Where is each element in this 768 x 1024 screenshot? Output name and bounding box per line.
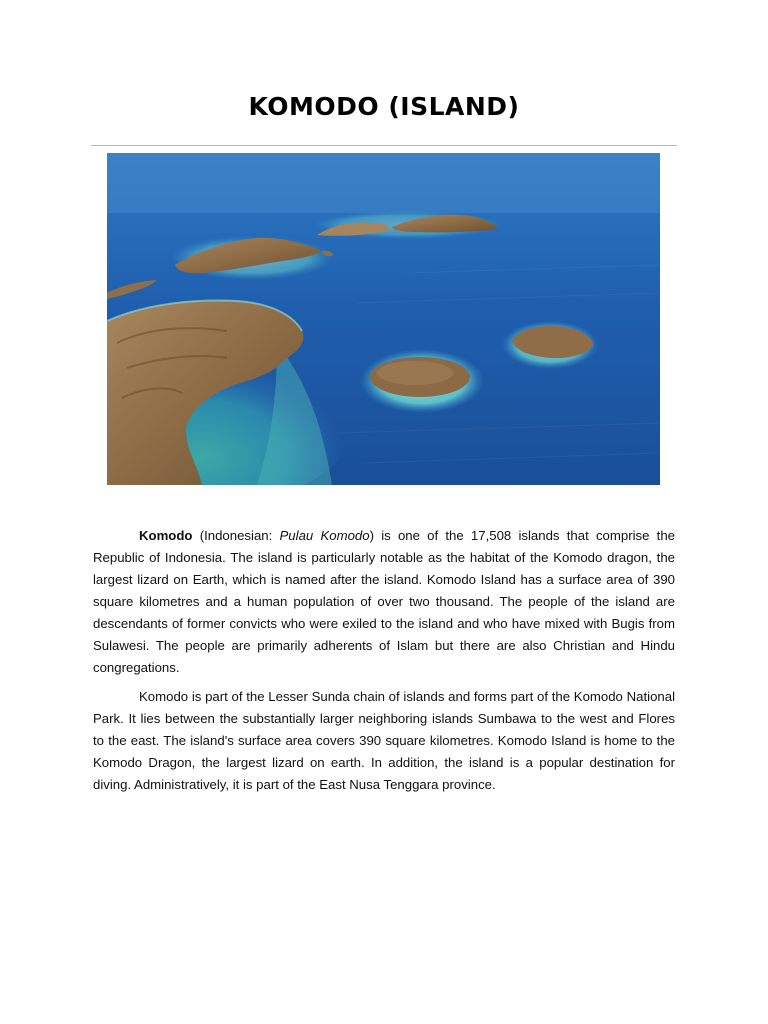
indonesian-name: Pulau Komodo (279, 528, 370, 543)
island-aerial-photo (107, 153, 660, 485)
paragraph-1: Komodo (Indonesian: Pulau Komodo) is one of the 17,508 islands that comprise the Republic of Indonesia. The island is particularly notable as the habitat of the Komodo dragon, the largest lizard on Earth, which is named after the island. Komodo Island has a surface area of 390 square kilometres and a human population of over two thousand. The people of the island are descendants of former convicts who were exiled to the island and who have mixed with Bugis from Sulawesi. The people are primarily adherents of Islam but there are also Christian and Hindu congregations. (93, 528, 676, 675)
island-aerial-illustration (107, 153, 660, 485)
title-divider (91, 145, 677, 146)
paragraph-2: Komodo is part of the Lesser Sunda chain of islands and forms part of the Komodo National Park. It lies between the substantially larger neighboring islands Sumbawa to the west and Flores to the east. The island's surface area covers 390 square kilometres. Komodo Island is home to the Komodo Dragon, the largest lizard on earth. In addition, the island is a popular destination for diving. Administratively, it is part of the East Nusa Tenggara province. (93, 689, 675, 792)
term-komodo: Komodo (139, 528, 193, 543)
article-body (93, 525, 675, 803)
page-title: KOMODO (ISLAND) (248, 92, 520, 121)
